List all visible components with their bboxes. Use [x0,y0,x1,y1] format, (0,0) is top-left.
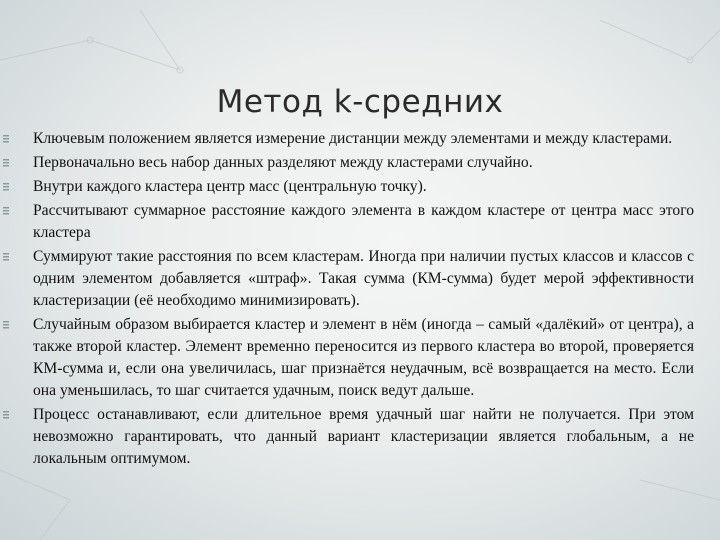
bullet-text: Первоначально весь набор данных разделяют между кластерами случайно. [33,154,533,171]
bullet-text: Внутри каждого кластера центр масс (центральную точку). [33,178,427,195]
bullet-text: Процесс останавливают, если длительное время удачный шаг найти не получается. При этом невозможно гарантировать, что данный вариант кластеризации является глобальным, а не локальным оптимумом. [33,406,694,467]
bullet-item [0,200,720,244]
bullet-item [0,404,720,470]
bullet-icon [3,253,9,262]
bullet-text: Суммируют такие расстояния по всем кластерам. Иногда при наличии пустых классов и классов с одним элементом добавляется «штраф». Такая сумма (КМ-сумма) будет мерой эффективности кластеризации (её необходимо минимизировать). [33,248,694,309]
bullet-icon [3,207,9,216]
bullet-icon [3,135,9,144]
bullet-icon [3,321,9,330]
bullet-icon [3,159,9,168]
bullet-icon [3,183,9,192]
bullet-text: Ключевым положением является измерение дистанции между элементами и между кластерами. [33,130,673,147]
bullet-item [0,128,720,150]
bullet-text: Случайным образом выбирается кластер и элемент в нём (иногда – самый «далёкий» от центра), а также второй кластер. Элемент временно переносится из первого кластера во второй, проверяется КМ-сумма и, если она увеличилась, шаг признаётся неудачным, всё возвращается на место. Если она уменьшилась, то шаг считается удачным, поиск ведут дальше. [33,316,694,399]
bullet-icon [3,411,9,420]
bullet-text: Рассчитывают суммарное расстояние каждого элемента в каждом кластере от центра масс этого кластера [33,202,694,241]
bullet-item [0,176,720,198]
slide-title: Метод k-средних [216,84,504,120]
bullet-item [0,152,720,174]
bullet-list [0,128,720,472]
bullet-item [0,246,720,312]
bullet-item [0,314,720,402]
